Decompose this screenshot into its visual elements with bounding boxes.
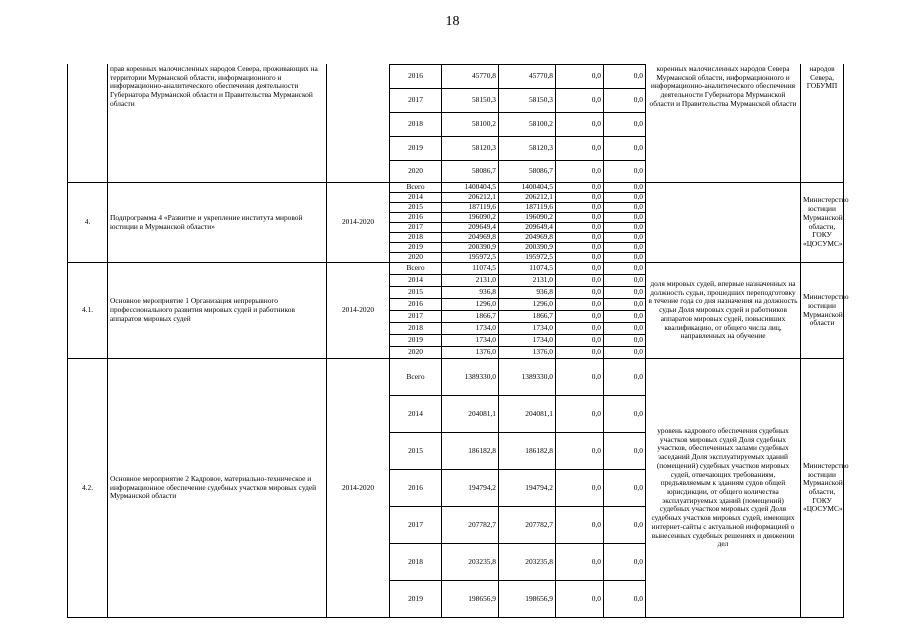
year-cell: 2014 — [390, 193, 442, 203]
federal-budget-cell: 0,0 — [556, 311, 604, 323]
local-budget-cell: 0,0 — [604, 433, 646, 470]
year-cell: 2016 — [390, 65, 442, 89]
executor-cell: Министерство юстиции Мурманской области, ГОКУ «ЦОСУМС» — [801, 359, 844, 618]
year-cell: 2015 — [390, 287, 442, 299]
total-amount-cell: 11074,5 — [442, 263, 499, 275]
year-cell: 2020 — [390, 347, 442, 359]
federal-budget-cell: 0,0 — [556, 263, 604, 275]
local-budget-cell: 0,0 — [604, 470, 646, 507]
indicator-cell: коренных малочисленных народов Севера Мурманской области, информационного и информационно-аналитического обеспечения деятельности Губернатора Мурманской области и Правительства Мурманской области — [646, 65, 801, 183]
total-amount-cell: 198656,9 — [442, 581, 499, 618]
period-cell: 2014-2020 — [327, 183, 390, 263]
regional-budget-cell: 11074,5 — [499, 263, 556, 275]
year-cell: 2016 — [390, 470, 442, 507]
regional-budget-cell: 186182,8 — [499, 433, 556, 470]
year-cell: 2016 — [390, 213, 442, 223]
executor-cell: Министерство юстиции Мурманской области, ГОКУ «ЦОСУМС» — [801, 183, 844, 263]
local-budget-cell: 0,0 — [604, 161, 646, 183]
regional-budget-cell: 1866,7 — [499, 311, 556, 323]
regional-budget-cell: 1296,0 — [499, 299, 556, 311]
regional-budget-cell: 196090,2 — [499, 213, 556, 223]
federal-budget-cell: 0,0 — [556, 137, 604, 161]
section-name-cell: Подпрограмма 4 «Развитие и укрепление института мировой юстиции в Мурманской области» — [108, 183, 327, 263]
local-budget-cell: 0,0 — [604, 507, 646, 544]
total-amount-cell: 187119,6 — [442, 203, 499, 213]
year-cell: 2015 — [390, 203, 442, 213]
federal-budget-cell: 0,0 — [556, 89, 604, 113]
federal-budget-cell: 0,0 — [556, 335, 604, 347]
local-budget-cell: 0,0 — [604, 113, 646, 137]
regional-budget-cell: 200390,9 — [499, 243, 556, 253]
table-row — [68, 183, 844, 193]
local-budget-cell: 0,0 — [604, 223, 646, 233]
federal-budget-cell: 0,0 — [556, 507, 604, 544]
regional-budget-cell: 195972,5 — [499, 253, 556, 263]
year-cell: 2017 — [390, 89, 442, 113]
regional-budget-cell: 1389330,0 — [499, 359, 556, 396]
section-number-cell: 4.1. — [68, 263, 108, 359]
section-number-cell — [68, 65, 108, 183]
total-amount-cell: 45770,8 — [442, 65, 499, 89]
table-row — [68, 359, 844, 396]
indicator-cell: доля мировых судей, впервые назначенных на должность судьи, прошедших переподготовку в течение года со дня назначения на должность судьи Доля мировых судей и работников аппаратов мировых судей, повысивших квалификацию, от общего числа лиц, направленных на обучение — [646, 263, 801, 359]
table-row — [68, 263, 844, 275]
table-row — [68, 65, 844, 89]
local-budget-cell: 0,0 — [604, 544, 646, 581]
executor-cell: народов Севера, ГОБУМП — [801, 65, 844, 183]
local-budget-cell: 0,0 — [604, 137, 646, 161]
year-cell: 2014 — [390, 396, 442, 433]
federal-budget-cell: 0,0 — [556, 223, 604, 233]
regional-budget-cell: 206212,1 — [499, 193, 556, 203]
local-budget-cell: 0,0 — [604, 359, 646, 396]
total-amount-cell: 206212,1 — [442, 193, 499, 203]
local-budget-cell: 0,0 — [604, 311, 646, 323]
federal-budget-cell: 0,0 — [556, 581, 604, 618]
federal-budget-cell: 0,0 — [556, 544, 604, 581]
federal-budget-cell: 0,0 — [556, 213, 604, 223]
federal-budget-cell: 0,0 — [556, 275, 604, 287]
local-budget-cell: 0,0 — [604, 581, 646, 618]
total-amount-cell: 194794,2 — [442, 470, 499, 507]
page-number: 18 — [445, 14, 460, 29]
federal-budget-cell: 0,0 — [556, 323, 604, 335]
regional-budget-cell: 194794,2 — [499, 470, 556, 507]
total-amount-cell: 186182,8 — [442, 433, 499, 470]
total-amount-cell: 1376,0 — [442, 347, 499, 359]
section-number-cell: 4.2. — [68, 359, 108, 618]
federal-budget-cell: 0,0 — [556, 65, 604, 89]
federal-budget-cell: 0,0 — [556, 253, 604, 263]
regional-budget-cell: 58100,2 — [499, 113, 556, 137]
local-budget-cell: 0,0 — [604, 253, 646, 263]
federal-budget-cell: 0,0 — [556, 470, 604, 507]
total-amount-cell: 58100,2 — [442, 113, 499, 137]
period-cell: 2014-2020 — [327, 359, 390, 618]
total-amount-cell: 1734,0 — [442, 323, 499, 335]
year-cell: 2017 — [390, 223, 442, 233]
federal-budget-cell: 0,0 — [556, 183, 604, 193]
year-cell: 2020 — [390, 253, 442, 263]
year-cell: 2015 — [390, 433, 442, 470]
local-budget-cell: 0,0 — [604, 65, 646, 89]
federal-budget-cell: 0,0 — [556, 113, 604, 137]
local-budget-cell: 0,0 — [604, 263, 646, 275]
year-cell: 2018 — [390, 323, 442, 335]
local-budget-cell: 0,0 — [604, 275, 646, 287]
federal-budget-cell: 0,0 — [556, 193, 604, 203]
total-amount-cell: 936,8 — [442, 287, 499, 299]
year-cell: Всего — [390, 183, 442, 193]
federal-budget-cell: 0,0 — [556, 347, 604, 359]
local-budget-cell: 0,0 — [604, 89, 646, 113]
local-budget-cell: 0,0 — [604, 287, 646, 299]
total-amount-cell: 1866,7 — [442, 311, 499, 323]
total-amount-cell: 204969,8 — [442, 233, 499, 243]
regional-budget-cell: 45770,8 — [499, 65, 556, 89]
total-amount-cell: 1734,0 — [442, 335, 499, 347]
total-amount-cell: 204081,1 — [442, 396, 499, 433]
federal-budget-cell: 0,0 — [556, 396, 604, 433]
regional-budget-cell: 1734,0 — [499, 323, 556, 335]
year-cell: Всего — [390, 359, 442, 396]
year-cell: 2017 — [390, 311, 442, 323]
total-amount-cell: 1389330,0 — [442, 359, 499, 396]
federal-budget-cell: 0,0 — [556, 243, 604, 253]
regional-budget-cell: 936,8 — [499, 287, 556, 299]
year-cell: 2018 — [390, 233, 442, 243]
federal-budget-cell: 0,0 — [556, 359, 604, 396]
period-cell — [327, 65, 390, 183]
period-cell: 2014-2020 — [327, 263, 390, 359]
regional-budget-cell: 209649,4 — [499, 223, 556, 233]
regional-budget-cell: 1400404,5 — [499, 183, 556, 193]
executor-cell: Министерство юстиции Мурманской области — [801, 263, 844, 359]
section-name-cell: Основное мероприятие 1 Организация непрерывного профессионального развития мировых судей и работников аппаратов мировых судей — [108, 263, 327, 359]
year-cell: 2017 — [390, 507, 442, 544]
local-budget-cell: 0,0 — [604, 203, 646, 213]
local-budget-cell: 0,0 — [604, 183, 646, 193]
total-amount-cell: 207782,7 — [442, 507, 499, 544]
total-amount-cell: 209649,4 — [442, 223, 499, 233]
section-name-cell: прав коренных малочисленных народов Севера, проживающих на территории Мурманской области, информационного и информационно-аналитического обеспечения деятельности Губернатора Мурманской области и Правительства Мурманской области — [108, 65, 327, 183]
local-budget-cell: 0,0 — [604, 323, 646, 335]
year-cell: 2014 — [390, 275, 442, 287]
federal-budget-cell: 0,0 — [556, 203, 604, 213]
regional-budget-cell: 204969,8 — [499, 233, 556, 243]
local-budget-cell: 0,0 — [604, 243, 646, 253]
regional-budget-cell: 1376,0 — [499, 347, 556, 359]
indicator-cell — [646, 183, 801, 263]
section-name-cell: Основное мероприятие 2 Кадровое, материально-техническое и информационное обеспечение судебных участков мировых судей Мурманской области — [108, 359, 327, 618]
total-amount-cell: 203235,8 — [442, 544, 499, 581]
total-amount-cell: 1296,0 — [442, 299, 499, 311]
federal-budget-cell: 0,0 — [556, 161, 604, 183]
regional-budget-cell: 58120,3 — [499, 137, 556, 161]
total-amount-cell: 195972,5 — [442, 253, 499, 263]
year-cell: 2016 — [390, 299, 442, 311]
total-amount-cell: 58120,3 — [442, 137, 499, 161]
local-budget-cell: 0,0 — [604, 213, 646, 223]
local-budget-cell: 0,0 — [604, 347, 646, 359]
federal-budget-cell: 0,0 — [556, 287, 604, 299]
year-cell: 2018 — [390, 544, 442, 581]
local-budget-cell: 0,0 — [604, 193, 646, 203]
regional-budget-cell: 198656,9 — [499, 581, 556, 618]
local-budget-cell: 0,0 — [604, 233, 646, 243]
year-cell: 2019 — [390, 335, 442, 347]
regional-budget-cell: 58150,3 — [499, 89, 556, 113]
regional-budget-cell: 1734,0 — [499, 335, 556, 347]
year-cell: 2019 — [390, 137, 442, 161]
regional-budget-cell: 207782,7 — [499, 507, 556, 544]
federal-budget-cell: 0,0 — [556, 433, 604, 470]
total-amount-cell: 58086,7 — [442, 161, 499, 183]
total-amount-cell: 2131,0 — [442, 275, 499, 287]
regional-budget-cell: 187119,6 — [499, 203, 556, 213]
local-budget-cell: 0,0 — [604, 396, 646, 433]
federal-budget-cell: 0,0 — [556, 299, 604, 311]
total-amount-cell: 200390,9 — [442, 243, 499, 253]
total-amount-cell: 58150,3 — [442, 89, 499, 113]
year-cell: 2019 — [390, 581, 442, 618]
local-budget-cell: 0,0 — [604, 299, 646, 311]
year-cell: 2018 — [390, 113, 442, 137]
regional-budget-cell: 203235,8 — [499, 544, 556, 581]
table-body — [68, 64, 849, 618]
federal-budget-cell: 0,0 — [556, 233, 604, 243]
local-budget-cell: 0,0 — [604, 335, 646, 347]
year-cell: 2019 — [390, 243, 442, 253]
indicator-cell: уровень кадрового обеспечения судебных участков мировых судей Доля судебных участков, обеспеченных залами судебных заседаний Доля эксплуатируемых зданий (помещений) судебных участков мировых судей, отвечающих требованиям, предъявляемым к зданиям судов общей юрисдикции, от общего количества эксплуатируемых зданий (помещений) судебных участков мировых судей Доля судебных участков мировых судей, имеющих интернет-сайты с актуальной информацией о вынесенных судебных решениях и движении дел — [646, 359, 801, 618]
total-amount-cell: 196090,2 — [442, 213, 499, 223]
year-cell: Всего — [390, 263, 442, 275]
program-budget-table — [67, 64, 849, 618]
total-amount-cell: 1400404,5 — [442, 183, 499, 193]
year-cell: 2020 — [390, 161, 442, 183]
regional-budget-cell: 58086,7 — [499, 161, 556, 183]
regional-budget-cell: 2131,0 — [499, 275, 556, 287]
regional-budget-cell: 204081,1 — [499, 396, 556, 433]
section-number-cell: 4. — [68, 183, 108, 263]
